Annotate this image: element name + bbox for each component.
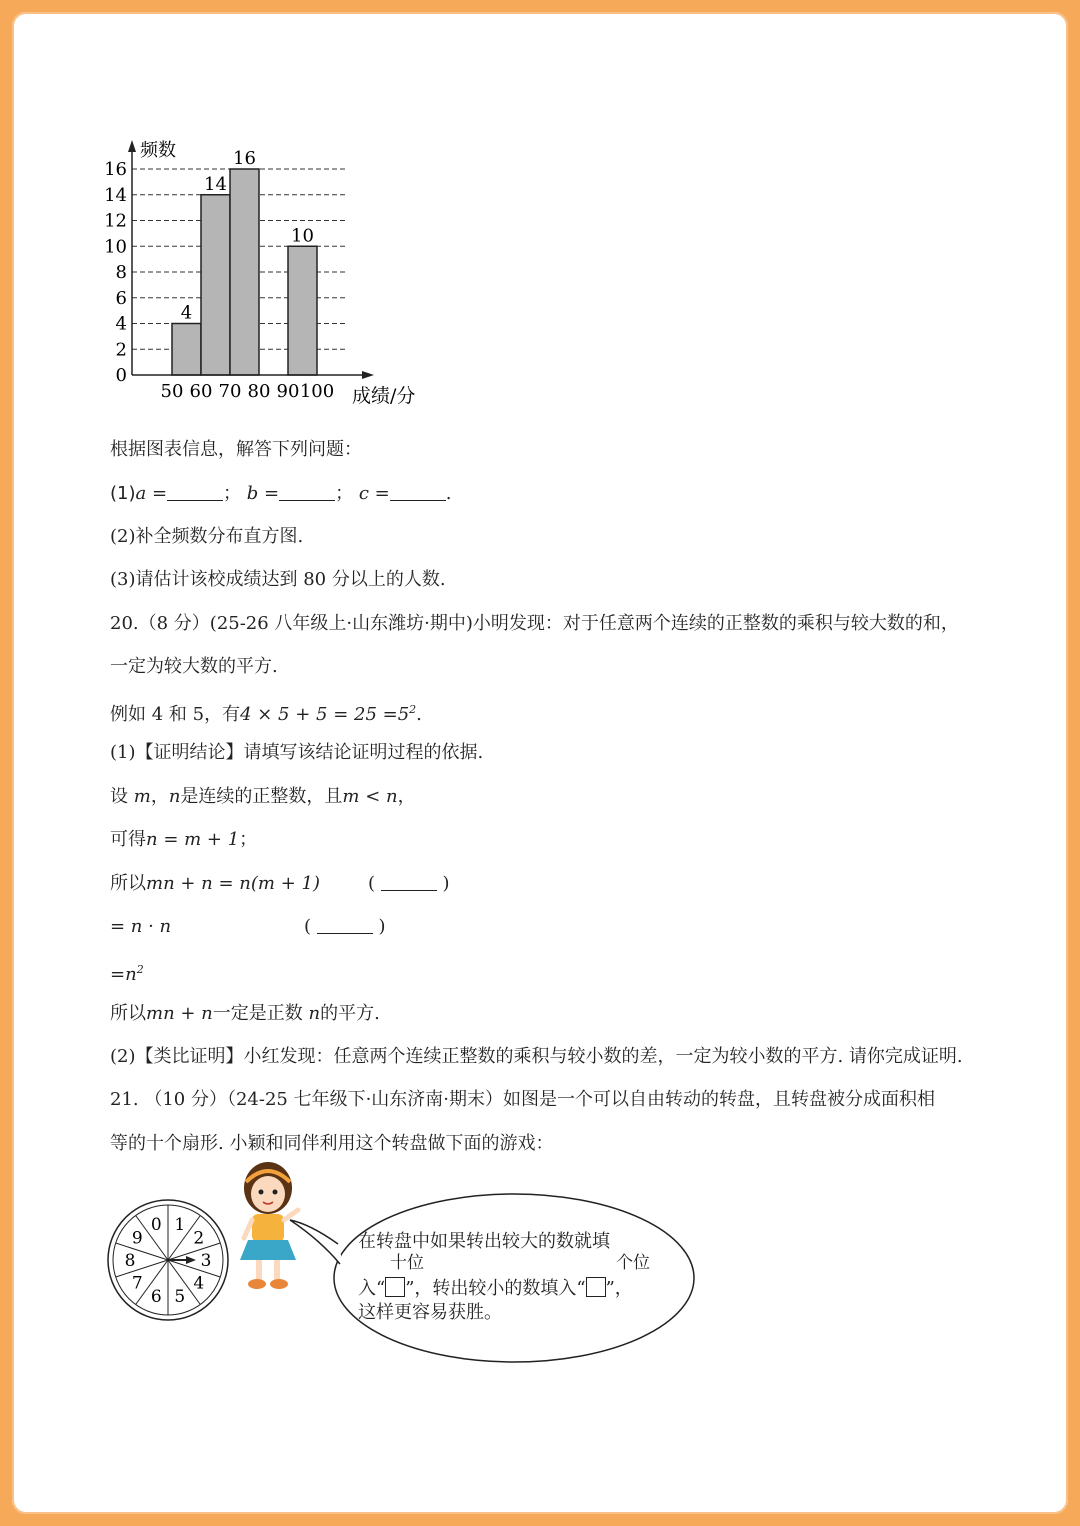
histogram-bar (230, 169, 259, 375)
intro-text: 根据图表信息，解答下列问题： (110, 439, 362, 460)
spinner-number: 6 (150, 1287, 162, 1308)
x-tick-label: 100 (299, 381, 335, 402)
proof-step-1: 可得n = m + 1； (110, 829, 258, 850)
x-tick-label: 80 (247, 381, 271, 402)
bar-value-label: 4 (180, 302, 193, 324)
spinner-number: 8 (124, 1251, 136, 1271)
bar-value-label: 14 (204, 173, 227, 195)
proof-step-4: $=n^2$ (110, 963, 144, 985)
bubble-ones-label: 个位 (616, 1253, 650, 1273)
problem-21-line1: 21. （10 分）（24-25 七年级下·山东济南·期末）如图是一个可以自由转动的转盘，且转盘被分成面积相 (110, 1089, 936, 1110)
proof-setup: 设 m，n是连续的正整数，且m < n， (110, 786, 416, 807)
y-tick-label: 12 (104, 210, 127, 232)
spinner-number: 3 (200, 1251, 212, 1271)
histogram-bar (172, 324, 201, 376)
bar-value-label: 10 (291, 225, 314, 247)
spinner-number: 2 (193, 1228, 205, 1249)
spinner-number: 5 (174, 1287, 186, 1308)
question-3: (3)请估计该校成绩达到 80 分以上的人数. (110, 569, 446, 590)
proof-step-3: = n · n (110, 916, 172, 937)
x-tick-label: 50 (160, 381, 184, 402)
proof-step-2: 所以mn + n = n(m + 1) (110, 873, 320, 894)
y-axis-arrow (128, 140, 136, 152)
histogram-bar (201, 195, 230, 375)
problem-20-line2: 一定为较大数的平方. (110, 656, 278, 677)
spinner-number: 7 (131, 1273, 143, 1294)
y-tick-label: 14 (104, 184, 127, 206)
bubble-line2: 入“ ”，转出较小的数填入“ ”， (358, 1278, 633, 1299)
y-tick-label: 2 (115, 339, 127, 361)
question-2: (2)补全频数分布直方图. (110, 526, 304, 547)
frequency-histogram (12, 12, 472, 432)
bubble-line1: 在转盘中如果转出较大的数就填 (358, 1231, 610, 1252)
bar-value-label: 16 (233, 148, 256, 169)
y-tick-label: 4 (115, 313, 127, 335)
problem-20-example: 例如 4 和 5，有$4 \times 5 + 5 = 25 =5^2$. (110, 703, 422, 725)
reason-1: ( ) (368, 873, 450, 894)
x-axis-arrow (362, 371, 374, 379)
spinner-number: 4 (193, 1273, 205, 1294)
spinner-number: 9 (131, 1228, 143, 1249)
ones-box (586, 1277, 606, 1297)
blank-c[interactable] (390, 482, 446, 501)
problem-20-line1: 20.（8 分）(25-26 八年级上·山东潍坊·期中)小明发现：对于任意两个连续的正整数的乘积与较大数的和， (110, 613, 959, 634)
proof-conclusion: 所以mn + n一定是正数 n的平方. (110, 1003, 380, 1024)
y-tick-label: 6 (115, 287, 127, 309)
histogram-bar (288, 246, 317, 375)
bubble-line3: 这样更容易获胜。 (358, 1302, 502, 1323)
x-axis-title: 成绩/分 (352, 385, 416, 407)
bubble-tens-label: 十位 (390, 1253, 424, 1273)
blank-a[interactable] (167, 482, 223, 501)
reason-2: ( ) (304, 916, 386, 937)
y-tick-label: 8 (115, 262, 127, 283)
question-1: (1)a = ； b = ； c = . (110, 483, 452, 504)
spinner-number: 1 (174, 1214, 186, 1235)
tens-box (385, 1277, 405, 1297)
y-tick-label: 16 (104, 159, 127, 180)
spinner-number: 0 (150, 1214, 162, 1235)
problem-20-q2: (2)【类比证明】小红发现：任意两个连续正整数的乘积与较小数的差，一定为较小数的平方. 请你完成证明. (110, 1046, 963, 1067)
problem-21-line2: 等的十个扇形. 小颖和同伴利用这个转盘做下面的游戏： (110, 1133, 554, 1154)
blank-b[interactable] (279, 482, 335, 501)
spinner-wheel (98, 1190, 238, 1330)
y-axis-title: 频数 (140, 140, 176, 161)
y-tick-label: 0 (115, 365, 127, 386)
x-tick-label: 90 (276, 381, 300, 402)
page (12, 12, 1068, 1514)
reason-blank-2[interactable] (317, 915, 373, 934)
reason-blank-1[interactable] (381, 872, 437, 891)
y-tick-label: 10 (104, 236, 127, 258)
x-tick-label: 60 (189, 381, 213, 402)
x-tick-label: 70 (218, 381, 242, 402)
problem-20-q1: (1)【证明结论】请填写该结论证明过程的依据. (110, 742, 484, 763)
